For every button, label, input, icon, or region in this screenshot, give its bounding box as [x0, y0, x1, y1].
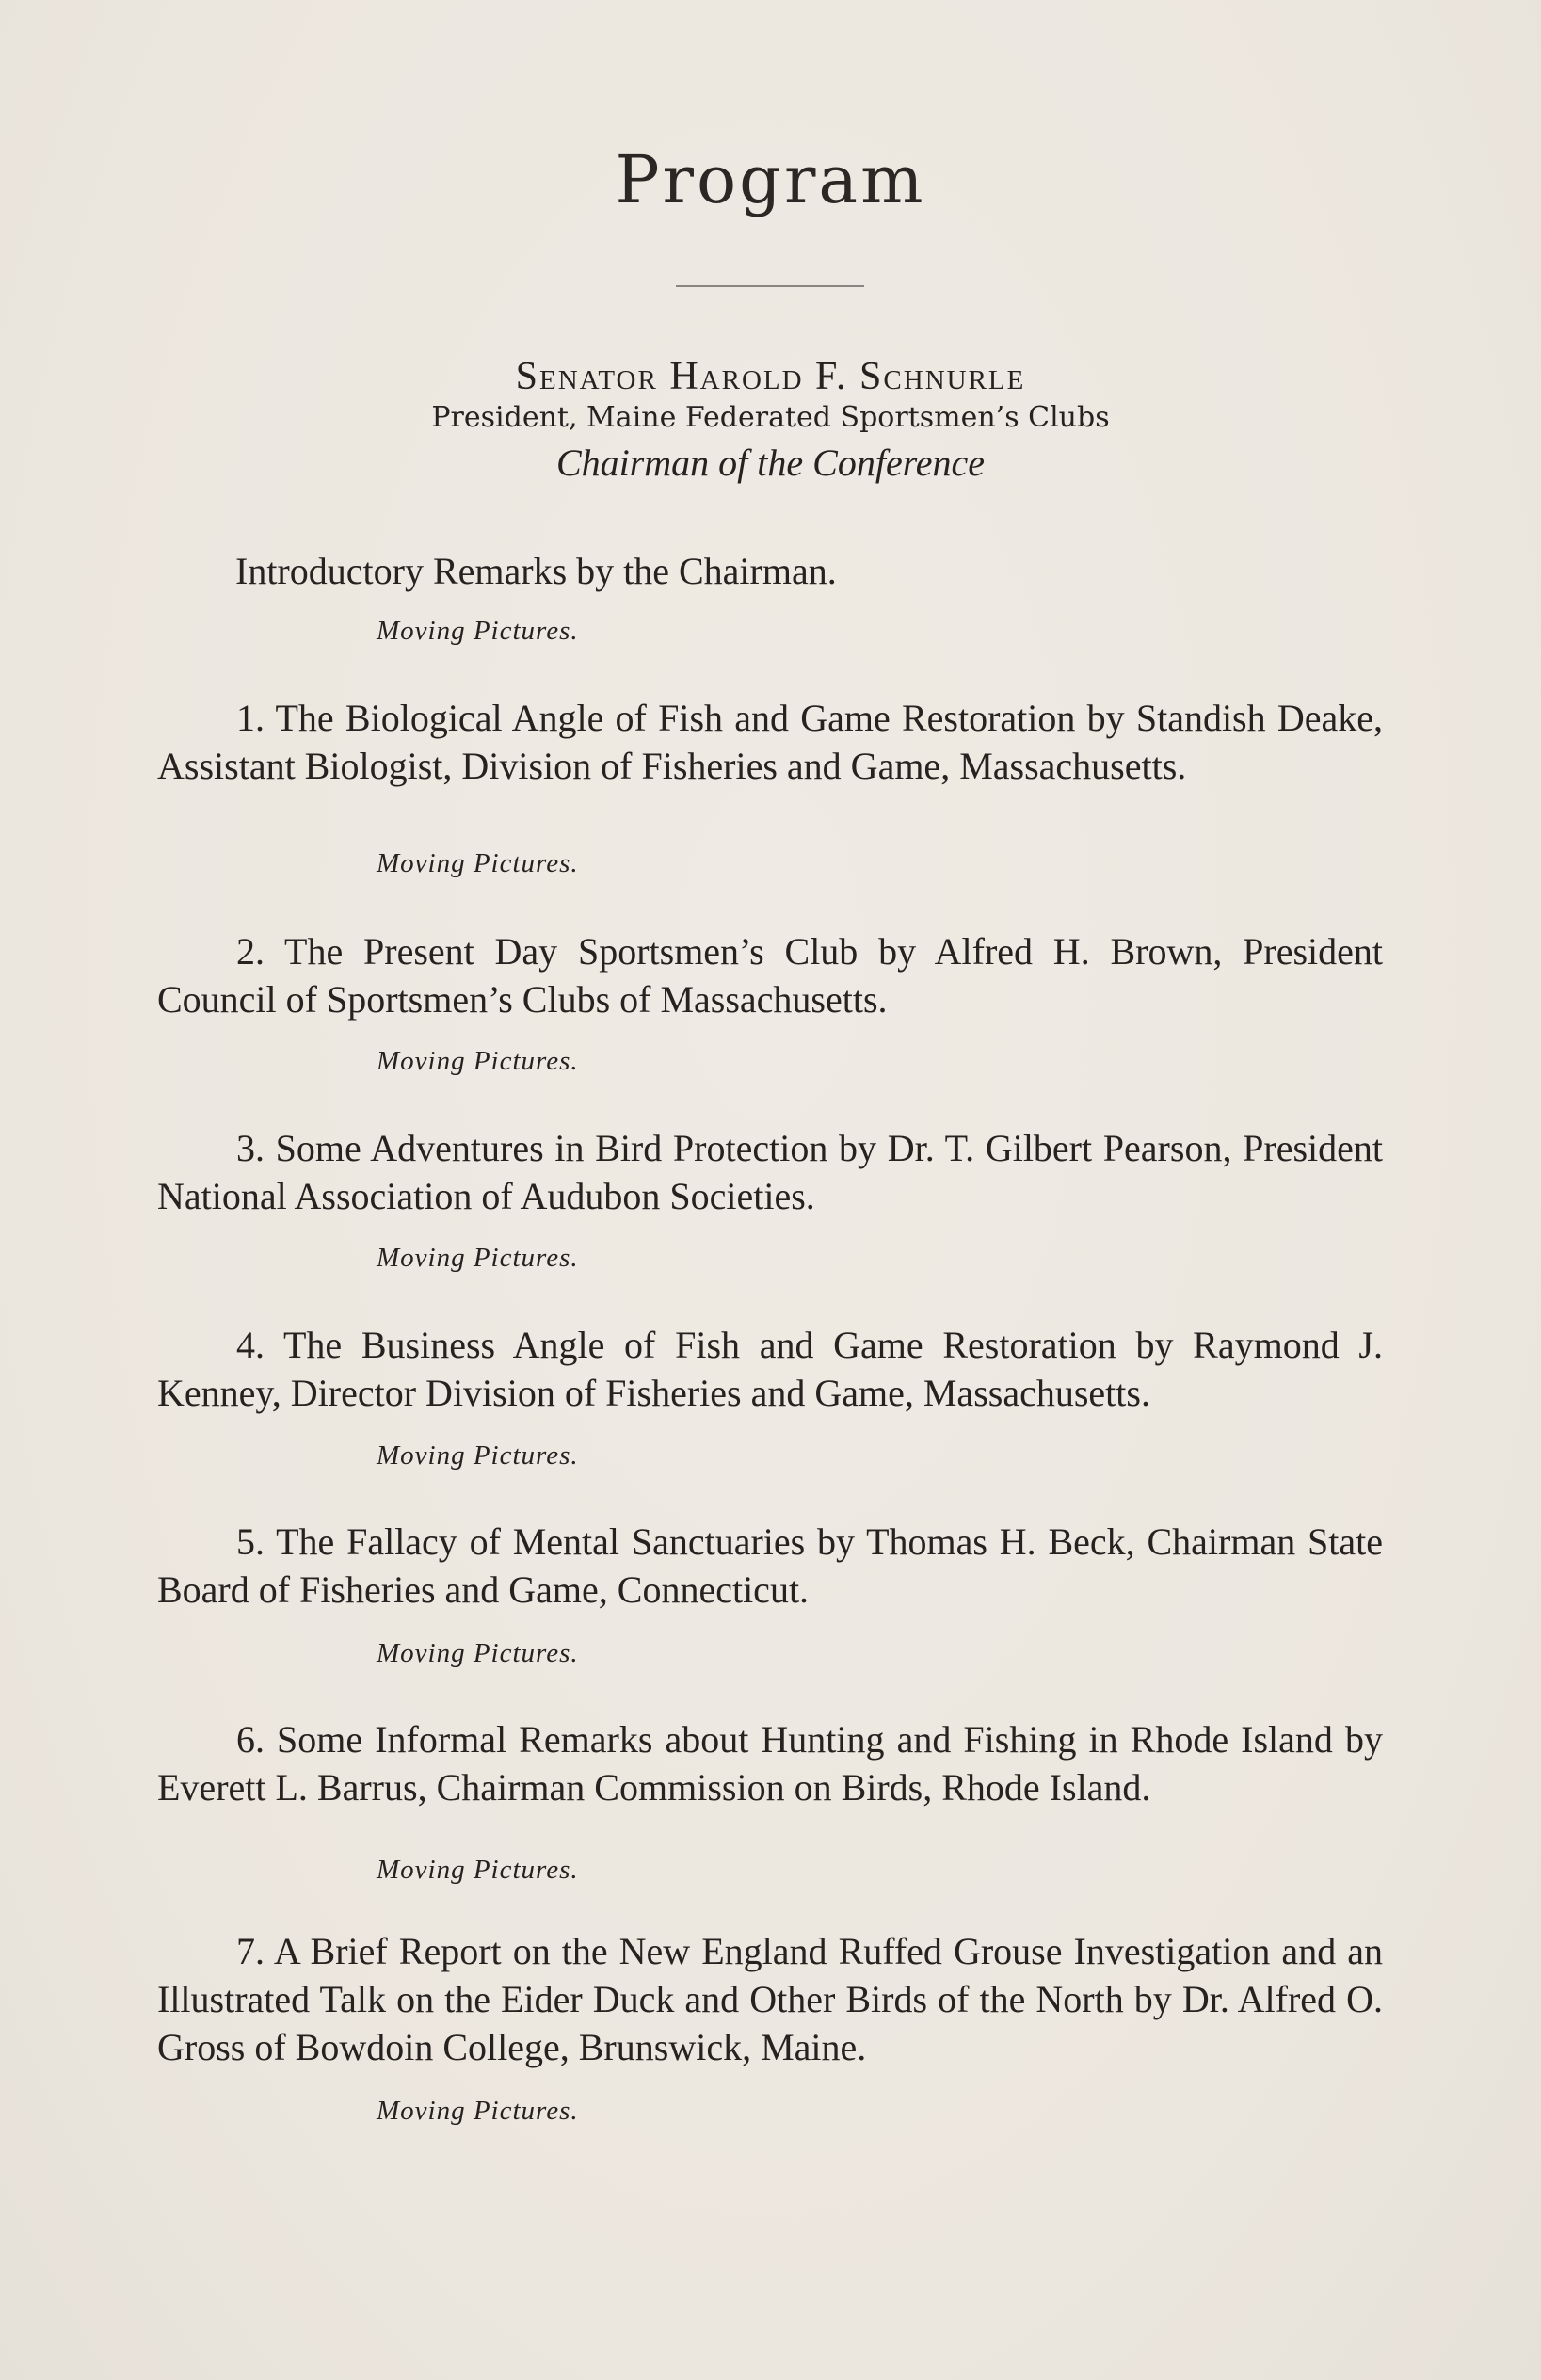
moving-pictures-note: Moving Pictures.	[377, 1855, 579, 1885]
title-divider	[676, 285, 864, 287]
program-item-5: 5. The Fallacy of Mental Sanctuaries by Thomas H. Beck, Chairman State Board of Fisheries and Game, Connecticut.	[157, 1520, 1383, 1611]
page-title: Program	[615, 141, 926, 218]
program-item-6: 6. Some Informal Remarks about Hunting and Fishing in Rhode Island by Everett L. Barrus, Chairman Commission on Birds, Rhode Island.	[157, 1718, 1383, 1809]
program-item-7: 7. A Brief Report on the New England Ruffed Grouse Investigation and an Illustrated Talk on the Eider Duck and Other Birds of the North by Dr. Alfred O. Gross of Bowdoin College, Brunswick, Maine.	[157, 1930, 1383, 2068]
moving-pictures-note: Moving Pictures.	[377, 1638, 579, 1668]
moving-pictures-note: Moving Pictures.	[377, 848, 579, 878]
moving-pictures-note: Moving Pictures.	[377, 1440, 579, 1471]
program-item-1: 1. The Biological Angle of Fish and Game Restoration by Standish Deake, Assistant Biologist, Division of Fisheries and Game, Massachusetts.	[157, 697, 1383, 787]
chairman-name: Senator Harold F. Schnurle	[515, 355, 1026, 398]
chairman-role: President, Maine Federated Sportsmen’s Clubs	[431, 401, 1110, 434]
moving-pictures-note: Moving Pictures.	[377, 1046, 579, 1076]
moving-pictures-note: Moving Pictures.	[377, 616, 579, 646]
program-item-2: 2. The Present Day Sportsmen’s Club by Alfred H. Brown, President Council of Sportsmen’s Clubs of Massachusetts.	[157, 930, 1383, 1021]
moving-pictures-note: Moving Pictures.	[377, 1243, 579, 1273]
program-item-3: 3. Some Adventures in Bird Protection by Dr. T. Gilbert Pearson, President National Association of Audubon Societies.	[157, 1127, 1383, 1217]
introductory-remarks: Introductory Remarks by the Chairman.	[235, 550, 837, 592]
chairman-title: Chairman of the Conference	[555, 442, 986, 484]
moving-pictures-note: Moving Pictures.	[377, 2096, 579, 2126]
program-item-4: 4. The Business Angle of Fish and Game Restoration by Raymond J. Kenney, Director Division of Fisheries and Game, Massachusetts.	[157, 1324, 1383, 1414]
